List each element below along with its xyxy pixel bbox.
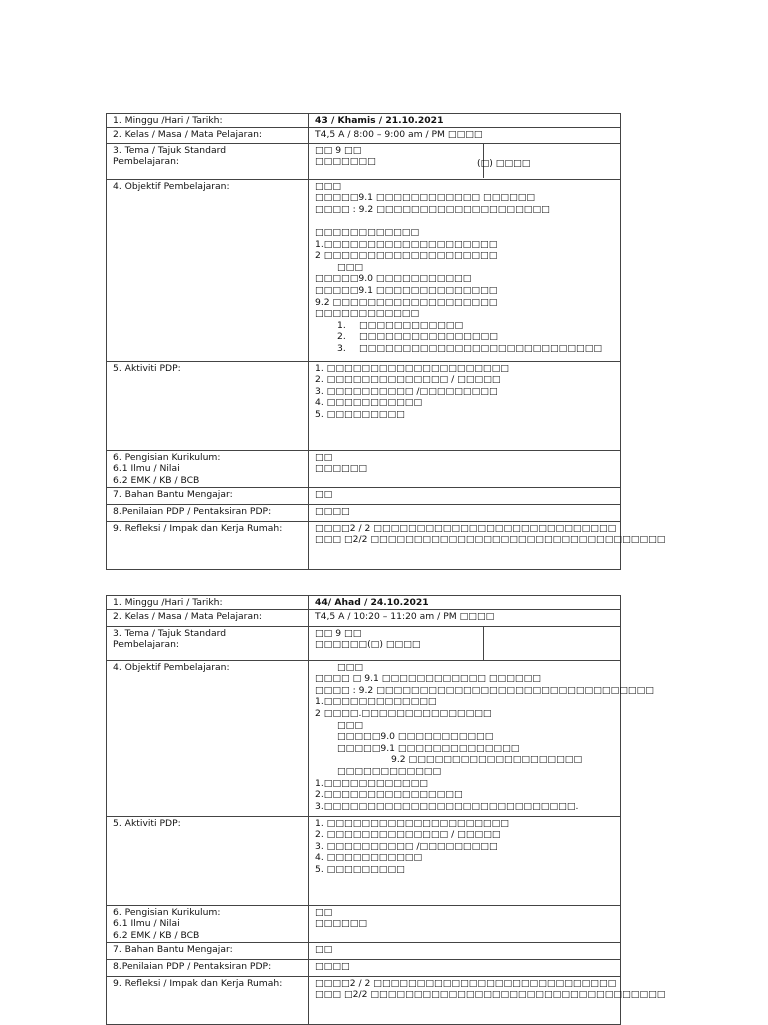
value-objektif xyxy=(309,179,621,361)
value-aktiviti xyxy=(309,816,621,905)
label-minggu: 1. Minggu /Hari / Tarikh: xyxy=(107,596,309,610)
row-objektif xyxy=(107,660,621,816)
row-tema xyxy=(107,143,621,179)
row-kelas xyxy=(107,609,621,626)
objektif-list-item: 2. □□□□□□□□□□□□□□□□ xyxy=(337,331,498,343)
label-pengisian xyxy=(107,450,309,487)
label-tema xyxy=(107,143,309,179)
aktiviti-item: 5. □□□□□□□□□ xyxy=(315,863,405,875)
value-refleksi xyxy=(309,976,666,1024)
aktiviti-item: 2. □□□□□□□□□□□□□□ / □□□□□ xyxy=(315,829,501,841)
objektif-list-item: 1.□□□□□□□□□□□□ xyxy=(315,777,428,789)
row-pengisian xyxy=(107,450,621,487)
objektif-line: □□□ xyxy=(337,261,364,273)
objektif-line: □□□□□□□□□□□□ xyxy=(315,308,420,320)
row-bahan xyxy=(107,487,621,504)
label-pengisian xyxy=(107,905,309,942)
objektif-line: □□□□ □ 9.1 □□□□□□□□□□□□ □□□□□□ xyxy=(315,673,541,685)
pengisian-line: □□□□□□ xyxy=(315,918,368,930)
aktiviti-item: 2. □□□□□□□□□□□□□□ / □□□□□ xyxy=(315,374,501,386)
lesson-plan-table-1 xyxy=(106,113,666,570)
label-tema-line1: 3. Tema / Tajuk Standard xyxy=(113,144,227,156)
label-tema-line2: Pembelajaran: xyxy=(113,156,179,168)
tema-line2: □□□□□□□ xyxy=(315,156,376,168)
label-refleksi: 9. Refleksi / Impak dan Kerja Rumah: xyxy=(107,521,309,569)
objektif-line: □□□□□9.0 □□□□□□□□□□□ xyxy=(315,273,472,285)
label-pengisian-line: 6.2 EMK / KB / BCB xyxy=(113,474,200,486)
objektif-line: □□□□□9.1 □□□□□□□□□□□□□□ xyxy=(337,742,520,754)
row-penilaian xyxy=(107,959,621,976)
aktiviti-item: 3. □□□□□□□□□□ /□□□□□□□□□ xyxy=(315,385,498,397)
objektif-line: □□□□□9.0 □□□□□□□□□□□ xyxy=(337,731,494,743)
objektif-list-item: 3.□□□□□□□□□□□□□□□□□□□□□□□□□□□□□. xyxy=(315,800,579,812)
refleksi-line: □□□ □2/2 □□□□□□□□□□□□□□□□□□□□□□□□□□□□□□□□□□ xyxy=(315,989,666,1001)
objektif-list-item: 1. □□□□□□□□□□□□ xyxy=(337,319,464,331)
row-kelas xyxy=(107,127,621,143)
value-penilaian: □□□□ xyxy=(309,504,621,521)
objektif-line: □□□□□□□□□□□□ xyxy=(315,226,420,238)
objektif-line: 2 □□□□.□□□□□□□□□□□□□□□ xyxy=(315,707,492,719)
objektif-line: □□□ xyxy=(337,719,364,731)
label-penilaian: 8.Penilaian PDP / Pentaksiran PDP: xyxy=(107,504,309,521)
tema-line2: □□□□□□(□) □□□□ xyxy=(315,639,421,651)
value-minggu: 44/ Ahad / 24.10.2021 xyxy=(309,596,621,610)
label-objektif: 4. Objektif Pembelajaran: xyxy=(107,660,309,816)
refleksi-line: □□□□2 / 2 □□□□□□□□□□□□□□□□□□□□□□□□□□□□ xyxy=(315,977,617,989)
label-tema-line2: Pembelajaran: xyxy=(113,639,179,651)
label-penilaian: 8.Penilaian PDP / Pentaksiran PDP: xyxy=(107,959,309,976)
label-refleksi: 9. Refleksi / Impak dan Kerja Rumah: xyxy=(107,976,309,1024)
label-aktiviti: 5. Aktiviti PDP: xyxy=(107,816,309,905)
aktiviti-item: 5. □□□□□□□□□ xyxy=(315,408,405,420)
value-refleksi xyxy=(309,521,666,569)
row-aktiviti xyxy=(107,361,621,450)
row-tema xyxy=(107,626,621,660)
label-kelas: 2. Kelas / Masa / Mata Pelajaran: xyxy=(107,609,309,626)
objektif-line: 9.2 □□□□□□□□□□□□□□□□□□□□ xyxy=(391,754,583,766)
pengisian-line: □□□□□□ xyxy=(315,463,368,475)
label-aktiviti: 5. Aktiviti PDP: xyxy=(107,361,309,450)
objektif-line: 9.2 □□□□□□□□□□□□□□□□□□□ xyxy=(315,296,498,308)
objektif-list-item: 2.□□□□□□□□□□□□□□□□ xyxy=(315,789,463,801)
row-minggu xyxy=(107,596,621,610)
refleksi-line: □□□□2 / 2 □□□□□□□□□□□□□□□□□□□□□□□□□□□□ xyxy=(315,522,617,534)
objektif-line: 1.□□□□□□□□□□□□□ xyxy=(315,696,437,708)
label-tema xyxy=(107,626,309,660)
value-bahan: □□ xyxy=(309,942,621,959)
tema-line1: □□ 9 □□ xyxy=(315,627,362,639)
objektif-list-item: 3. □□□□□□□□□□□□□□□□□□□□□□□□□□□□ xyxy=(337,342,603,354)
row-refleksi xyxy=(107,976,621,1024)
label-pengisian-line: 6.1 Ilmu / Nilai xyxy=(113,463,180,475)
label-bahan: 7. Bahan Bantu Mengajar: xyxy=(107,942,309,959)
value-minggu: 43 / Khamis / 21.10.2021 xyxy=(309,114,621,128)
value-tema xyxy=(309,626,621,660)
label-bahan: 7. Bahan Bantu Mengajar: xyxy=(107,487,309,504)
objektif-line: □□□□ : 9.2 □□□□□□□□□□□□□□□□□□□□□□□□□□□□□□□□ xyxy=(315,684,654,696)
objektif-line: 1.□□□□□□□□□□□□□□□□□□□□ xyxy=(315,238,498,250)
row-objektif xyxy=(107,179,621,361)
objektif-line: □□□ xyxy=(315,180,342,192)
label-pengisian-line: 6. Pengisian Kurikulum: xyxy=(113,451,221,463)
row-pengisian xyxy=(107,905,621,942)
aktiviti-item: 4. □□□□□□□□□□□ xyxy=(315,852,423,864)
objektif-line: □□□ xyxy=(337,661,364,673)
label-pengisian-line: 6.2 EMK / KB / BCB xyxy=(113,929,200,941)
aktiviti-item: 1. □□□□□□□□□□□□□□□□□□□□□ xyxy=(315,817,509,829)
label-objektif: 4. Objektif Pembelajaran: xyxy=(107,179,309,361)
objektif-line: □□□□□9.1 □□□□□□□□□□□□□□ xyxy=(315,284,498,296)
label-minggu: 1. Minggu /Hari / Tarikh: xyxy=(107,114,309,128)
label-pengisian-line: 6.1 Ilmu / Nilai xyxy=(113,918,180,930)
value-kelas: T4,5 A / 10:20 – 11:20 am / PM □□□□ xyxy=(309,609,621,626)
label-kelas: 2. Kelas / Masa / Mata Pelajaran: xyxy=(107,127,309,143)
value-kelas: T4,5 A / 8:00 – 9:00 am / PM □□□□ xyxy=(309,127,621,143)
label-tema-line1: 3. Tema / Tajuk Standard xyxy=(113,627,227,639)
tema-line1: □□ 9 □□ xyxy=(315,144,362,156)
divider-mark xyxy=(483,627,484,661)
aktiviti-item: 3. □□□□□□□□□□ /□□□□□□□□□ xyxy=(315,840,498,852)
objektif-line: □□□□□9.1 □□□□□□□□□□□□ □□□□□□ xyxy=(315,192,536,204)
value-penilaian: □□□□ xyxy=(309,959,621,976)
value-objektif xyxy=(309,660,654,816)
refleksi-line: □□□ □2/2 □□□□□□□□□□□□□□□□□□□□□□□□□□□□□□□□□□ xyxy=(315,534,666,546)
value-tema xyxy=(309,143,621,179)
aktiviti-item: 4. □□□□□□□□□□□ xyxy=(315,397,423,409)
objektif-line: 2 □□□□□□□□□□□□□□□□□□□□ xyxy=(315,250,498,262)
value-bahan: □□ xyxy=(309,487,621,504)
row-bahan xyxy=(107,942,621,959)
aktiviti-item: 1. □□□□□□□□□□□□□□□□□□□□□ xyxy=(315,362,509,374)
lesson-plan-table-2 xyxy=(106,595,666,1025)
row-aktiviti xyxy=(107,816,621,905)
tema-side-label: (□) □□□□ xyxy=(477,157,531,169)
row-refleksi xyxy=(107,521,621,569)
pengisian-line: □□ xyxy=(315,906,333,918)
objektif-line: □□□□□□□□□□□□ xyxy=(337,765,442,777)
row-minggu xyxy=(107,114,621,128)
value-pengisian xyxy=(309,905,621,942)
label-pengisian-line: 6. Pengisian Kurikulum: xyxy=(113,906,221,918)
row-penilaian xyxy=(107,504,621,521)
objektif-line: □□□□ : 9.2 □□□□□□□□□□□□□□□□□□□□ xyxy=(315,203,550,215)
value-aktiviti xyxy=(309,361,621,450)
pengisian-line: □□ xyxy=(315,451,333,463)
value-pengisian xyxy=(309,450,621,487)
